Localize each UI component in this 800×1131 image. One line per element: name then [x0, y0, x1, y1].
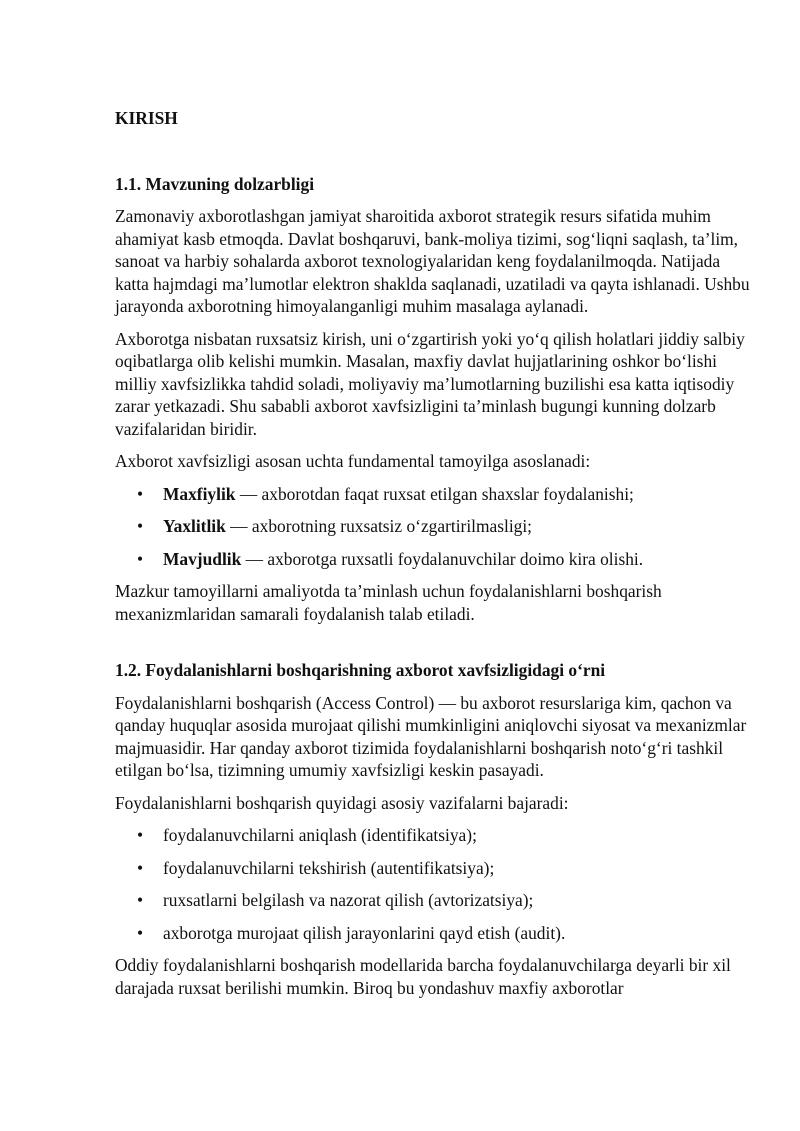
list-item-text: — axborotning ruxsatsiz o‘zgartirilmasligi;: [225, 516, 533, 536]
section-1-paragraph-3: Axborot xavfsizligi asosan uchta fundamental tamoyilga asoslanadi:: [115, 451, 591, 471]
bullet: •: [137, 516, 144, 536]
heading-intro: KIRISH: [115, 108, 178, 128]
bullet: •: [137, 857, 144, 878]
section-2-paragraph-3: Oddiy foydalanishlarni boshqarish modellarida barcha foydalanuvchilarga deyarli bir xil darajada ruxsat berilishi mumkin. Biroq bu yondashuv maxfiy axborotlar: [115, 955, 731, 998]
bullet: •: [137, 825, 144, 845]
list-item: [115, 889, 750, 912]
section-1-title: 1.1. Mavzuning dolzarbligi: [115, 173, 315, 194]
list-item: [115, 922, 750, 945]
section-1-paragraph-1: Zamonaviy axborotlashgan jamiyat sharoitida axborot strategik resurs sifatida muhim ahamiyat kasb etmoqda. Davlat boshqaruvi, bank-moliya tizimi, sog‘liqni saqlash, ta’lim, sanoat va harbiy sohalarda axborot texnologiyalaridan keng foydalanilmoqda. Natijada katta hajmdagi ma’lumotlar elektron shaklda saqlanadi, uzatiladi va qayta ishlanadi. Ushbu jarayonda axborotning himoyalanganligi muhim masalaga aylanadi.: [115, 206, 750, 316]
bullet: •: [137, 890, 144, 910]
list-item: [115, 857, 750, 880]
section-2-paragraph-1: Foydalanishlarni boshqarish (Access Control) — bu axborot resurslariga kim, qachon va qanday huquqlar asosida murojaat qilishi mumkinligini aniqlovchi siyosat va mexanizmlar majmuasidir. Har qanday axborot tizimida foydalanishlarni boshqarish noto‘g‘ri tashkil etilgan bo‘lsa, tizimning umumiy xavfsizligi keskin pasayadi.: [115, 692, 747, 780]
list-item-text: — axborotga ruxsatli foydalanuvchilar doimo kira olishi.: [241, 548, 644, 569]
section-2-paragraph-2: Foydalanishlarni boshqarish quyidagi asosiy vazifalarni bajaradi:: [115, 792, 569, 813]
list-item-term: Yaxlitlik: [163, 516, 226, 536]
section-2-title: 1.2. Foydalanishlarni boshqarishning axborot xavfsizligidagi o‘rni: [115, 660, 606, 680]
list-item-text: axborotga murojaat qilish jarayonlarini qayd etish (audit).: [163, 922, 566, 943]
list-item-text: — axborotdan faqat ruxsat etilgan shaxslar foydalanishi;: [235, 483, 634, 504]
list-item: [115, 515, 750, 538]
section-1-paragraph-4: Mazkur tamoyillarni amaliyotda ta’minlash uchun foydalanishlarni boshqarish mexanizmlaridan samarali foydalanish talab etiladi.: [115, 581, 662, 624]
list-item-term: Maxfiylik: [163, 483, 236, 504]
list-item: [115, 548, 750, 571]
list-item: [115, 483, 750, 506]
bullet: •: [137, 483, 144, 504]
list-item-term: Mavjudlik: [163, 548, 242, 569]
section-1-paragraph-2: Axborotga nisbatan ruxsatsiz kirish, uni o‘zgartirish yoki yo‘q qilish holatlari jiddiy salbiy oqibatlarga olib kelishi mumkin. Masalan, maxfiy davlat hujjatlarining oshkor bo‘lishi milliy xavfsizlikka tahdid soladi, moliyaviy ma’lumotlarning buzilishi esa katta iqtisodiy zarar yetkazadi. Shu sababli axborot xavfsizligini ta’minlash bugungi kunning dolzarb vazifalaridan biridir.: [115, 328, 745, 439]
principles-list: [115, 483, 750, 571]
list-item-text: foydalanuvchilarni tekshirish (autentifikatsiya);: [163, 857, 495, 878]
list-item-text: ruxsatlarni belgilash va nazorat qilish (avtorizatsiya);: [163, 890, 534, 910]
bullet: •: [137, 548, 144, 569]
bullet: •: [137, 922, 144, 943]
functions-list: [115, 824, 750, 944]
document-page: [115, 107, 750, 1009]
list-item: [115, 824, 750, 847]
list-item-text: foydalanuvchilarni aniqlash (identifikatsiya);: [163, 825, 477, 845]
